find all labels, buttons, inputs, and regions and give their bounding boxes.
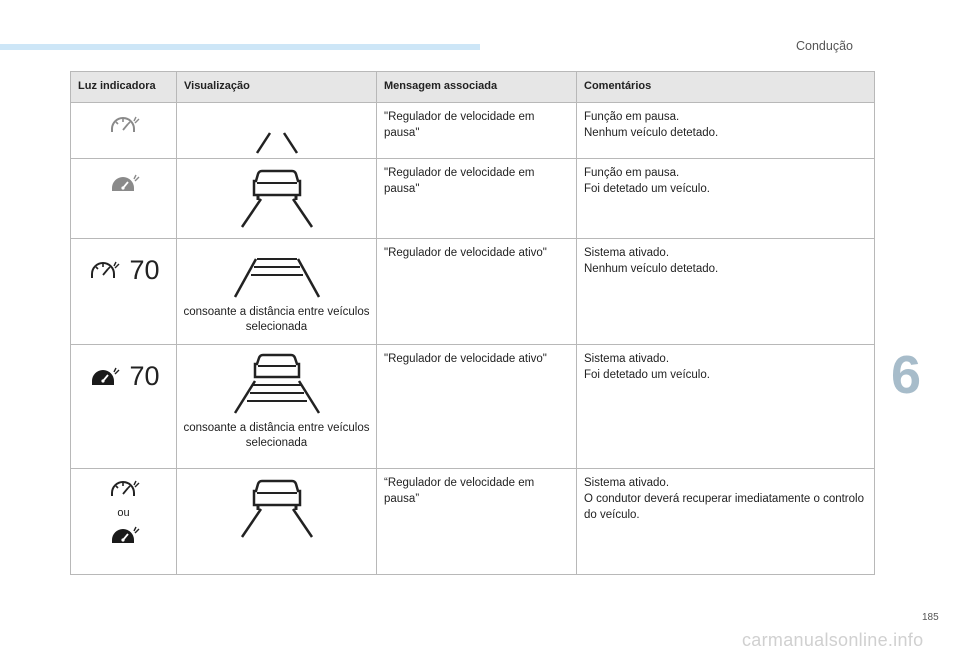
chapter-number: 6 — [891, 345, 922, 405]
cruise-control-outline-icon — [87, 256, 121, 286]
comment-cell: Sistema ativado. O condutor deverá recuperar imediatamente o controlo do veículo. — [577, 469, 875, 575]
message-cell: "Regulador de velocidade ativo" — [377, 239, 577, 345]
visualization-caption: consoante a distância entre veículos selecionada — [183, 306, 370, 333]
vehicle-ahead-icon — [217, 167, 337, 229]
speed-value: 70 — [129, 255, 160, 285]
cruise-control-outline-icon — [107, 477, 141, 503]
visualization-cell — [177, 159, 377, 239]
cruise-control-filled-icon — [107, 523, 141, 549]
top-accent-bar — [0, 44, 480, 50]
indicator-table — [70, 71, 875, 575]
table-header-row — [71, 72, 875, 103]
comment-cell: Função em pausa. Foi detetado um veículo. — [577, 159, 875, 239]
or-label: ou — [117, 507, 130, 519]
table-row — [71, 239, 875, 345]
vehicle-ahead-icon — [217, 353, 337, 415]
table-row — [71, 103, 875, 159]
speed-value: 70 — [129, 361, 160, 391]
indicator-cell — [71, 239, 177, 345]
message-cell: “Regulador de velocidade em pausa” — [377, 469, 577, 575]
message-cell: "Regulador de velocidade em pausa" — [377, 159, 577, 239]
table-row — [71, 469, 875, 575]
watermark: carmanualsonline.info — [742, 630, 924, 650]
visualization-caption: consoante a distância entre veículos selecionada — [183, 422, 370, 449]
message-cell: "Regulador de velocidade ativo" — [377, 345, 577, 469]
visualization-cell — [177, 469, 377, 575]
cruise-control-filled-icon — [87, 362, 121, 392]
column-header: Luz indicadora — [71, 72, 177, 103]
visualization-cell — [177, 345, 377, 469]
visualization-cell — [177, 103, 377, 159]
distance-bars-icon — [217, 255, 337, 299]
comment-cell: Função em pausa. Nenhum veículo detetado. — [577, 103, 875, 159]
section-title: Condução — [796, 39, 853, 53]
visualization-cell — [177, 239, 377, 345]
cruise-control-outline-icon — [107, 113, 141, 139]
column-header: Comentários — [577, 72, 875, 103]
indicator-cell — [71, 103, 177, 159]
table-row — [71, 345, 875, 469]
vehicle-ahead-icon — [217, 477, 337, 539]
indicator-cell — [71, 345, 177, 469]
indicator-cell — [71, 159, 177, 239]
column-header: Visualização — [177, 72, 377, 103]
table-row — [71, 159, 875, 239]
comment-cell: Sistema ativado. Foi detetado um veículo. — [577, 345, 875, 469]
indicator-cell — [71, 469, 177, 575]
cruise-control-filled-icon — [107, 171, 141, 197]
comment-cell: Sistema ativado. Nenhum veículo detetado. — [577, 239, 875, 345]
message-cell: "Regulador de velocidade em pausa" — [377, 103, 577, 159]
column-header: Mensagem associada — [377, 72, 577, 103]
lane-lines-icon — [217, 115, 337, 155]
page-number: 185 — [922, 612, 939, 623]
